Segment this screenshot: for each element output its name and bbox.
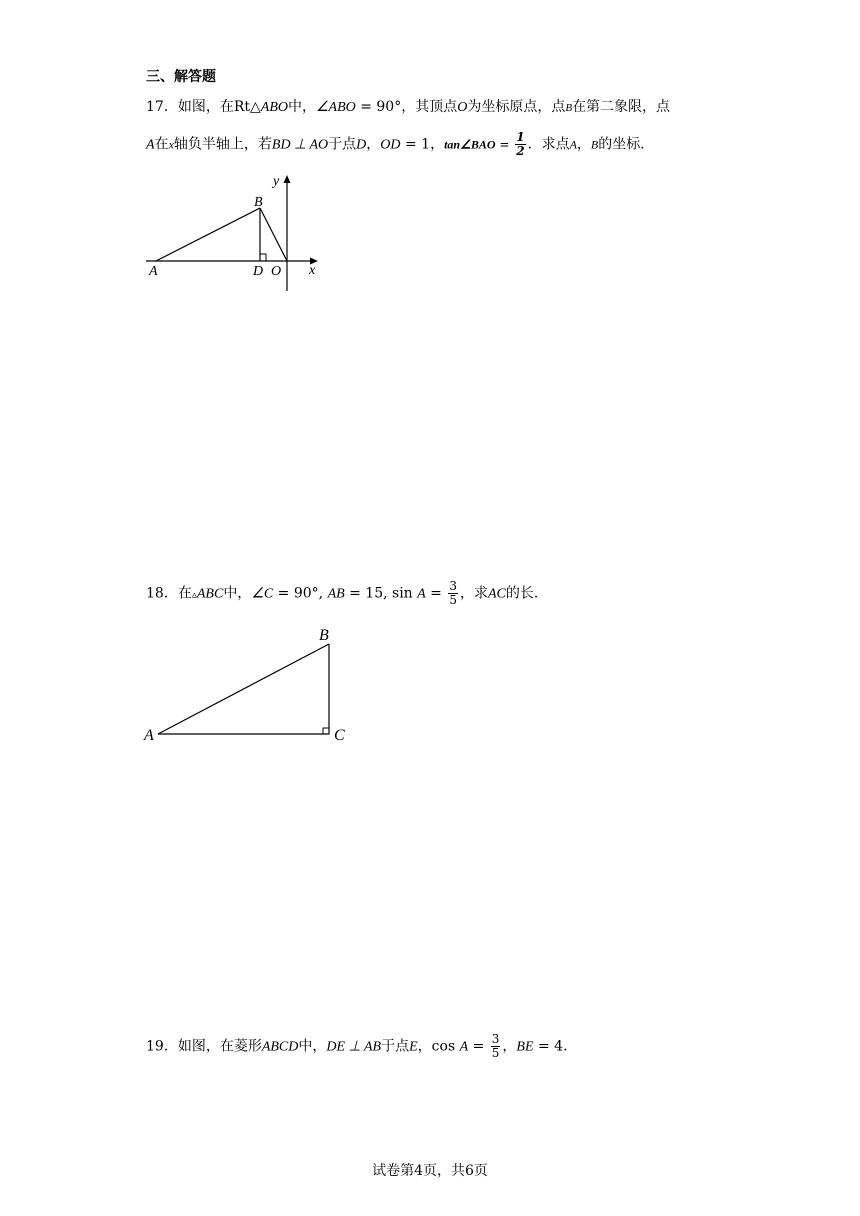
q17-text: 如图，在 xyxy=(177,99,234,115)
fraction-numerator: 3 xyxy=(491,1032,500,1046)
q18-math: = xyxy=(425,585,447,602)
q18-text: 在 xyxy=(177,585,192,602)
segment-ab xyxy=(156,208,260,261)
q17-math: B xyxy=(590,137,599,152)
q17-text: 于点 xyxy=(328,136,357,153)
label-x: x xyxy=(309,263,316,278)
q17-figure xyxy=(140,165,340,295)
q19-math: ，cos xyxy=(417,1038,460,1055)
page-footer: 试卷第4页，共6页 xyxy=(372,1163,488,1179)
q18-math: ▵ xyxy=(191,589,197,601)
q17-math: O xyxy=(457,100,468,115)
q18-math: A xyxy=(417,586,426,602)
q18-number: 18． xyxy=(146,585,178,602)
q17-text: ，其顶点 xyxy=(401,99,458,115)
label-b: B xyxy=(319,627,329,644)
q17-text: ， xyxy=(576,136,591,153)
label-c: C xyxy=(334,727,345,744)
fraction-denominator: 5 xyxy=(491,1046,500,1060)
q18-math: AB xyxy=(327,586,345,602)
label-b: B xyxy=(254,195,263,210)
label-y: y xyxy=(273,174,280,189)
q17-math: B xyxy=(565,102,573,114)
q19-text: 于点 xyxy=(381,1038,410,1055)
q18-text: 中， xyxy=(223,585,252,602)
label-o: O xyxy=(271,264,282,279)
q19-math: A xyxy=(459,1039,469,1055)
q17-math: A xyxy=(569,137,577,152)
q18-text: 的长． xyxy=(505,585,548,602)
q17-math: OD xyxy=(380,137,401,153)
q19-math: DE ⊥ AB xyxy=(326,1039,382,1055)
q19-fraction xyxy=(491,1033,501,1060)
section-title: 三、解答题 xyxy=(146,69,216,85)
q17-math: = 90° xyxy=(355,99,402,115)
q17-text: 在第二象限，点 xyxy=(572,99,671,115)
q17-text: 为坐标原点，点 xyxy=(467,99,566,115)
q17-math: BD ⊥ AO xyxy=(271,137,329,153)
q18-math: = 15, sin xyxy=(344,585,418,602)
q17-line-1 xyxy=(146,96,670,116)
q17-math: D xyxy=(356,137,367,153)
q17-text: ．求点 xyxy=(527,136,570,153)
q17-line-2 xyxy=(146,131,654,158)
q17-text: Rt△ xyxy=(233,99,261,115)
q17-math: ABO xyxy=(260,100,288,115)
q18-math: ∠C xyxy=(251,586,274,602)
q17-math: A xyxy=(146,137,155,153)
q19-text: ． xyxy=(563,1038,578,1055)
q17-fraction xyxy=(515,131,525,158)
q17-text: 在 xyxy=(154,136,169,153)
fraction-denominator: 2 xyxy=(516,144,525,158)
segment-bo xyxy=(260,208,287,261)
q18-math: ABC xyxy=(196,586,224,602)
q19-text: ， xyxy=(502,1038,517,1055)
q19-math: ABCD xyxy=(261,1039,299,1055)
fraction-denominator: 5 xyxy=(449,593,457,607)
q19-line xyxy=(146,1033,577,1060)
right-angle-mark xyxy=(260,254,266,261)
segment-ab xyxy=(158,644,329,734)
q19-number: 19． xyxy=(146,1038,178,1055)
label-d: D xyxy=(253,264,264,279)
q17-text: 中， xyxy=(287,99,316,115)
q18-fraction xyxy=(448,580,458,607)
q18-math: = 90°, xyxy=(273,585,328,602)
q19-math: = xyxy=(468,1038,489,1055)
q17-math: = 1 xyxy=(400,136,431,153)
q17-text: ， xyxy=(430,136,445,153)
q19-math: = 4 xyxy=(533,1038,564,1055)
q18-text: ，求 xyxy=(460,585,488,602)
fraction-numerator: 3 xyxy=(449,579,457,593)
y-axis-arrow-icon xyxy=(284,175,291,183)
fraction-numerator: 1 xyxy=(516,130,525,144)
q19-math: E xyxy=(409,1039,418,1055)
right-angle-mark xyxy=(323,728,329,734)
q17-math: x xyxy=(168,137,174,152)
q19-text: 中， xyxy=(298,1038,327,1055)
q17-text: ， xyxy=(366,136,381,153)
q17-text: 的坐标． xyxy=(598,136,655,153)
q17-math: = xyxy=(495,137,514,152)
q19-text: 如图，在菱形 xyxy=(177,1038,262,1055)
label-a: A xyxy=(149,264,158,279)
q17-text: 轴负半轴上，若 xyxy=(173,136,272,153)
q19-math: BE xyxy=(516,1039,534,1055)
q17-math: tan∠BAO xyxy=(444,137,496,152)
label-a: A xyxy=(144,727,154,744)
q18-line xyxy=(146,580,548,607)
q18-figure xyxy=(140,622,360,748)
q18-math: AC xyxy=(488,586,506,602)
q17-math: ∠ABO xyxy=(315,100,356,115)
q17-number: 17． xyxy=(146,99,178,115)
